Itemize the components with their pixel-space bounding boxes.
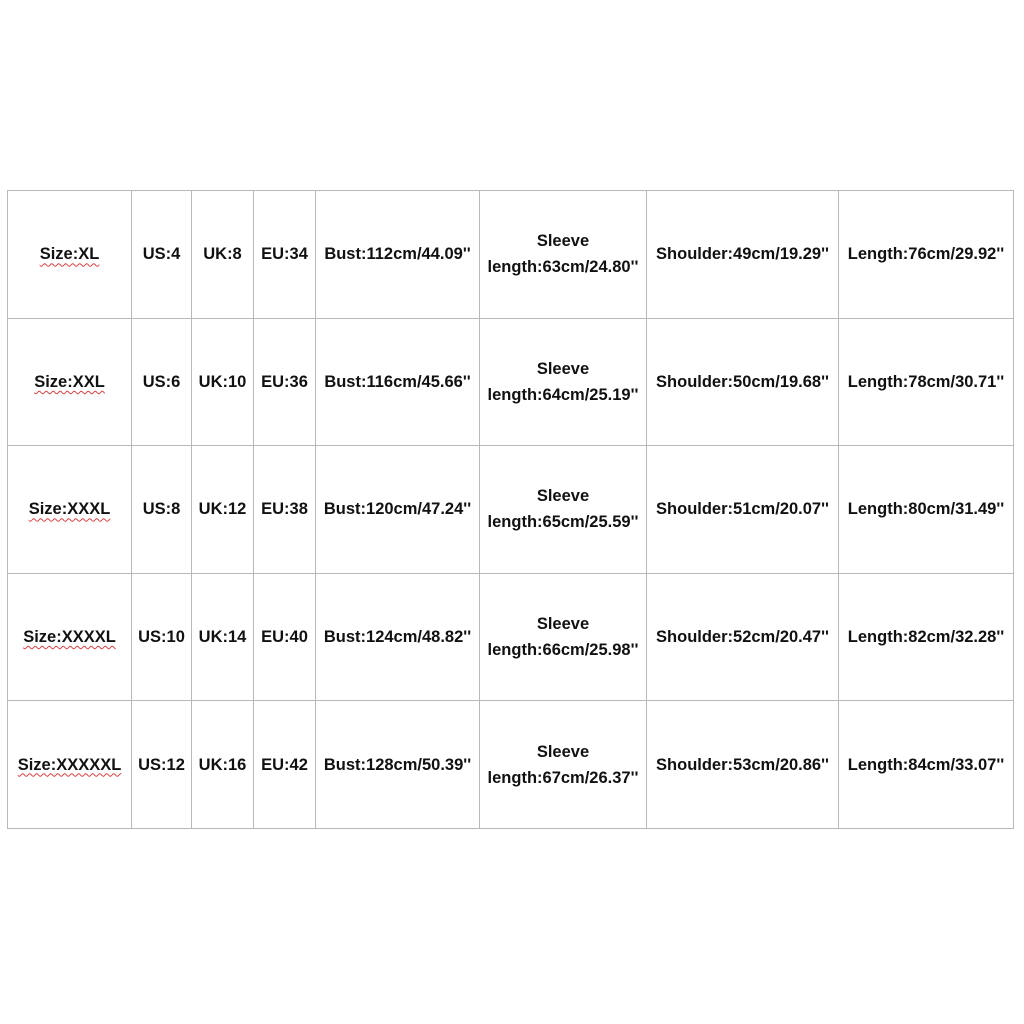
size-label: Size:XXXL	[28, 500, 111, 519]
table-row	[8, 191, 1014, 319]
sleeve-length-cell	[480, 701, 647, 829]
shoulder-cell: Shoulder:52cm/20.47''	[647, 573, 839, 701]
sleeve-value: length:65cm/25.59''	[487, 513, 639, 532]
uk-size-cell: UK:12	[192, 446, 254, 574]
sleeve-length-cell	[480, 573, 647, 701]
size-label: Size:XXXXL	[23, 628, 116, 647]
table-row	[8, 446, 1014, 574]
sleeve-label: Sleeve	[536, 615, 590, 634]
shoulder-cell: Shoulder:49cm/19.29''	[647, 191, 839, 319]
bust-cell: Bust:116cm/45.66''	[316, 318, 480, 446]
us-size-cell: US:10	[132, 573, 192, 701]
bust-cell: Bust:112cm/44.09''	[316, 191, 480, 319]
length-cell: Length:78cm/30.71''	[839, 318, 1014, 446]
size-label: Size:XXL	[34, 372, 105, 391]
bust-cell: Bust:120cm/47.24''	[316, 446, 480, 574]
table-row	[8, 701, 1014, 829]
size-cell	[8, 191, 132, 319]
length-cell: Length:82cm/32.28''	[839, 573, 1014, 701]
us-size-cell: US:12	[132, 701, 192, 829]
size-cell	[8, 573, 132, 701]
uk-size-cell: UK:10	[192, 318, 254, 446]
us-size-cell: US:6	[132, 318, 192, 446]
size-label: Size:XL	[39, 245, 100, 264]
uk-size-cell: UK:16	[192, 701, 254, 829]
sleeve-length-cell	[480, 318, 647, 446]
table-row	[8, 318, 1014, 446]
sleeve-value: length:63cm/24.80''	[487, 258, 639, 277]
size-cell	[8, 446, 132, 574]
size-cell	[8, 701, 132, 829]
sleeve-label: Sleeve	[536, 487, 590, 506]
bust-cell: Bust:128cm/50.39''	[316, 701, 480, 829]
us-size-cell: US:4	[132, 191, 192, 319]
eu-size-cell: EU:42	[254, 701, 316, 829]
size-chart-table	[7, 190, 1014, 829]
sleeve-label: Sleeve	[536, 232, 590, 251]
sleeve-value: length:67cm/26.37''	[487, 768, 639, 787]
sleeve-length-cell	[480, 191, 647, 319]
size-cell	[8, 318, 132, 446]
shoulder-cell: Shoulder:51cm/20.07''	[647, 446, 839, 574]
size-label: Size:XXXXXL	[17, 755, 122, 774]
table-row	[8, 573, 1014, 701]
shoulder-cell: Shoulder:50cm/19.68''	[647, 318, 839, 446]
length-cell: Length:80cm/31.49''	[839, 446, 1014, 574]
eu-size-cell: EU:38	[254, 446, 316, 574]
sleeve-value: length:64cm/25.19''	[487, 385, 639, 404]
bust-cell: Bust:124cm/48.82''	[316, 573, 480, 701]
eu-size-cell: EU:40	[254, 573, 316, 701]
uk-size-cell: UK:8	[192, 191, 254, 319]
length-cell: Length:84cm/33.07''	[839, 701, 1014, 829]
sleeve-label: Sleeve	[536, 359, 590, 378]
uk-size-cell: UK:14	[192, 573, 254, 701]
sleeve-value: length:66cm/25.98''	[487, 641, 639, 660]
us-size-cell: US:8	[132, 446, 192, 574]
shoulder-cell: Shoulder:53cm/20.86''	[647, 701, 839, 829]
length-cell: Length:76cm/29.92''	[839, 191, 1014, 319]
eu-size-cell: EU:36	[254, 318, 316, 446]
sleeve-length-cell	[480, 446, 647, 574]
eu-size-cell: EU:34	[254, 191, 316, 319]
sleeve-label: Sleeve	[536, 742, 590, 761]
